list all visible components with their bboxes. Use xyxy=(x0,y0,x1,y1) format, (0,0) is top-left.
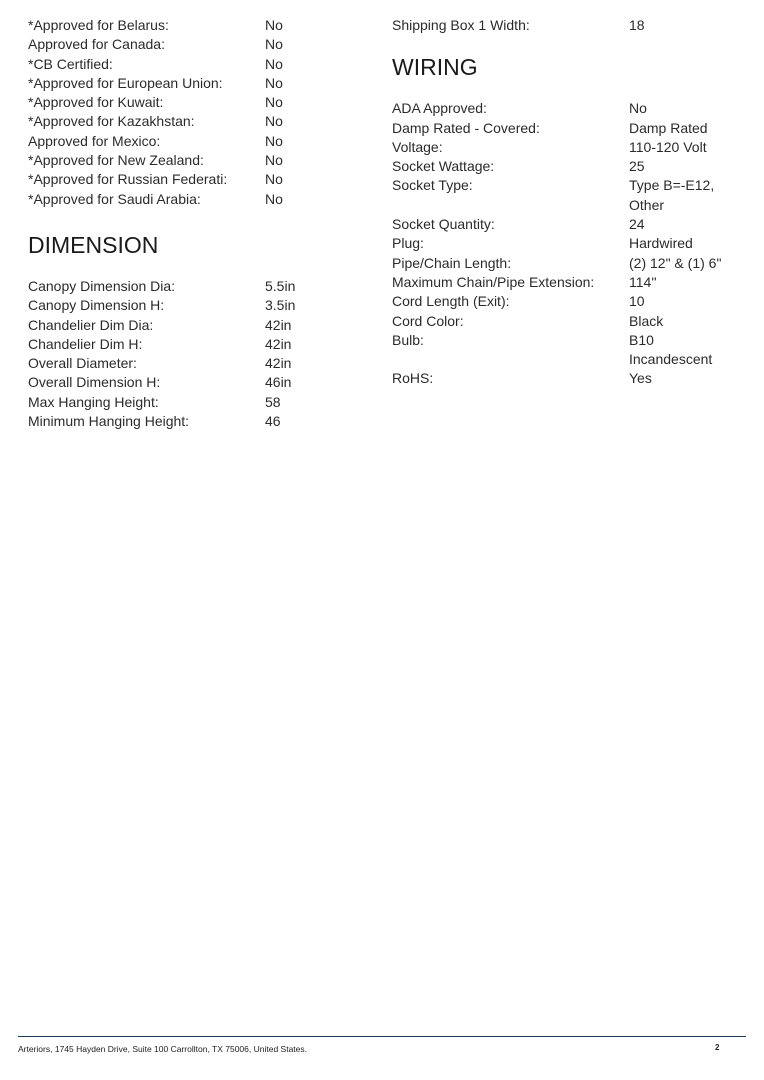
spec-value: No xyxy=(265,94,283,111)
spec-label: *Approved for Kuwait: xyxy=(28,94,164,111)
spec-row-continued xyxy=(392,350,752,369)
spec-row xyxy=(28,93,358,112)
dimension-list xyxy=(28,277,358,431)
spec-row xyxy=(28,393,358,412)
spec-label: Maximum Chain/Pipe Extension: xyxy=(392,273,595,290)
spec-label: Plug: xyxy=(392,235,424,252)
spec-value: No xyxy=(265,190,283,207)
spec-value: Damp Rated xyxy=(629,119,708,136)
spec-value: 10 xyxy=(629,293,645,310)
spec-value: B10 xyxy=(629,331,654,348)
spec-value: 25 xyxy=(629,158,645,175)
spec-value: 5.5in xyxy=(265,277,296,294)
section-heading-wiring: WIRING xyxy=(392,54,478,81)
spec-value: No xyxy=(265,152,283,169)
spec-value: (2) 12" & (1) 6" xyxy=(629,254,722,271)
approvals-list xyxy=(28,16,358,209)
spec-value: 42in xyxy=(265,316,292,333)
wiring-list xyxy=(392,99,752,388)
spec-row xyxy=(392,215,752,234)
spec-value: 18 xyxy=(629,17,645,33)
spec-label: *Approved for Saudi Arabia: xyxy=(28,190,201,207)
spec-label: Canopy Dimension H: xyxy=(28,297,165,314)
spec-row xyxy=(28,354,358,373)
spec-label: RoHS: xyxy=(392,370,434,387)
spec-value: No xyxy=(265,132,283,149)
spec-label: Socket Type: xyxy=(392,177,473,194)
spec-label: *Approved for Kazakhstan: xyxy=(28,113,195,130)
spec-row-continued xyxy=(392,196,752,215)
left-column xyxy=(28,16,358,431)
right-column xyxy=(392,16,752,389)
spec-value: No xyxy=(265,55,283,72)
spec-value: 58 xyxy=(265,393,281,410)
spec-value: Type B=-E12, xyxy=(629,177,715,194)
spec-value-continued: Incandescent xyxy=(629,351,713,368)
spec-label: Socket Quantity: xyxy=(392,216,495,233)
spec-row xyxy=(28,190,358,209)
spec-row xyxy=(28,151,358,170)
spec-row xyxy=(28,132,358,151)
spec-row xyxy=(28,316,358,335)
spec-row xyxy=(392,157,752,176)
spec-label: Canopy Dimension Dia: xyxy=(28,277,176,294)
spec-value-continued: Other xyxy=(629,196,665,213)
spec-label: *Approved for New Zealand: xyxy=(28,152,204,169)
spec-label: Pipe/Chain Length: xyxy=(392,254,512,271)
spec-value: 24 xyxy=(629,216,645,233)
spec-row xyxy=(392,176,752,195)
spec-value: No xyxy=(265,171,283,188)
spec-row xyxy=(28,170,358,189)
spec-label: *Approved for Russian Federati: xyxy=(28,171,228,188)
spec-row xyxy=(28,16,358,35)
spec-label: Cord Color: xyxy=(392,312,464,329)
spec-label: Approved for Mexico: xyxy=(28,132,161,149)
spec-label: *Approved for European Union: xyxy=(28,74,223,91)
spec-row xyxy=(392,119,752,138)
spec-label: Max Hanging Height: xyxy=(28,393,159,410)
spec-label: Cord Length (Exit): xyxy=(392,293,510,310)
page-number: 2 xyxy=(715,1043,720,1052)
spec-row xyxy=(392,273,752,292)
spec-row xyxy=(28,296,358,315)
spec-label: Socket Wattage: xyxy=(392,158,495,175)
spec-value: 42in xyxy=(265,335,292,352)
spec-label: Approved for Canada: xyxy=(28,36,165,53)
footer-divider xyxy=(18,1036,746,1037)
spec-label: Bulb: xyxy=(392,331,424,348)
spec-value: No xyxy=(629,100,647,117)
footer-address: Arteriors, 1745 Hayden Drive, Suite 100 Carrollton, TX 75006, United States. xyxy=(18,1044,307,1054)
spec-row xyxy=(28,412,358,431)
spec-value: 46in xyxy=(265,374,292,391)
spec-label: Minimum Hanging Height: xyxy=(28,413,190,430)
spec-value: Yes xyxy=(629,370,652,387)
spec-value: Black xyxy=(629,312,664,329)
spec-value: 110-120 Volt xyxy=(629,138,707,155)
spec-label: Shipping Box 1 Width: xyxy=(392,17,530,33)
spec-label: Voltage: xyxy=(392,138,443,155)
spec-label: Overall Dimension H: xyxy=(28,374,161,391)
spec-row xyxy=(28,74,358,93)
spec-row xyxy=(392,369,752,388)
spec-row xyxy=(28,55,358,74)
spec-value: 3.5in xyxy=(265,297,296,314)
spec-row xyxy=(28,35,358,54)
spec-row xyxy=(392,292,752,311)
spec-value: 46 xyxy=(265,413,281,430)
spec-row xyxy=(392,138,752,157)
spec-label: Damp Rated - Covered: xyxy=(392,119,540,136)
spec-label: Overall Diameter: xyxy=(28,355,137,372)
spec-row xyxy=(28,112,358,131)
spec-row xyxy=(392,234,752,253)
spec-label: *CB Certified: xyxy=(28,55,113,72)
spec-value: No xyxy=(265,17,283,33)
spec-value: Hardwired xyxy=(629,235,693,252)
spec-row xyxy=(392,16,752,35)
spec-value: No xyxy=(265,74,283,91)
spec-label: Chandelier Dim Dia: xyxy=(28,316,154,333)
spec-row xyxy=(28,335,358,354)
spec-label: ADA Approved: xyxy=(392,100,487,117)
spec-label: *Approved for Belarus: xyxy=(28,17,169,33)
spec-value: 42in xyxy=(265,355,292,372)
spec-row xyxy=(392,312,752,331)
spec-row xyxy=(28,277,358,296)
spec-row xyxy=(392,254,752,273)
spec-row xyxy=(392,331,752,350)
spec-row xyxy=(28,373,358,392)
section-heading-dimension: DIMENSION xyxy=(28,231,159,258)
spec-value: No xyxy=(265,36,283,53)
spec-row xyxy=(392,99,752,118)
spec-value: 114'' xyxy=(629,273,657,290)
spec-value: No xyxy=(265,113,283,130)
spec-label: Chandelier Dim H: xyxy=(28,335,143,352)
